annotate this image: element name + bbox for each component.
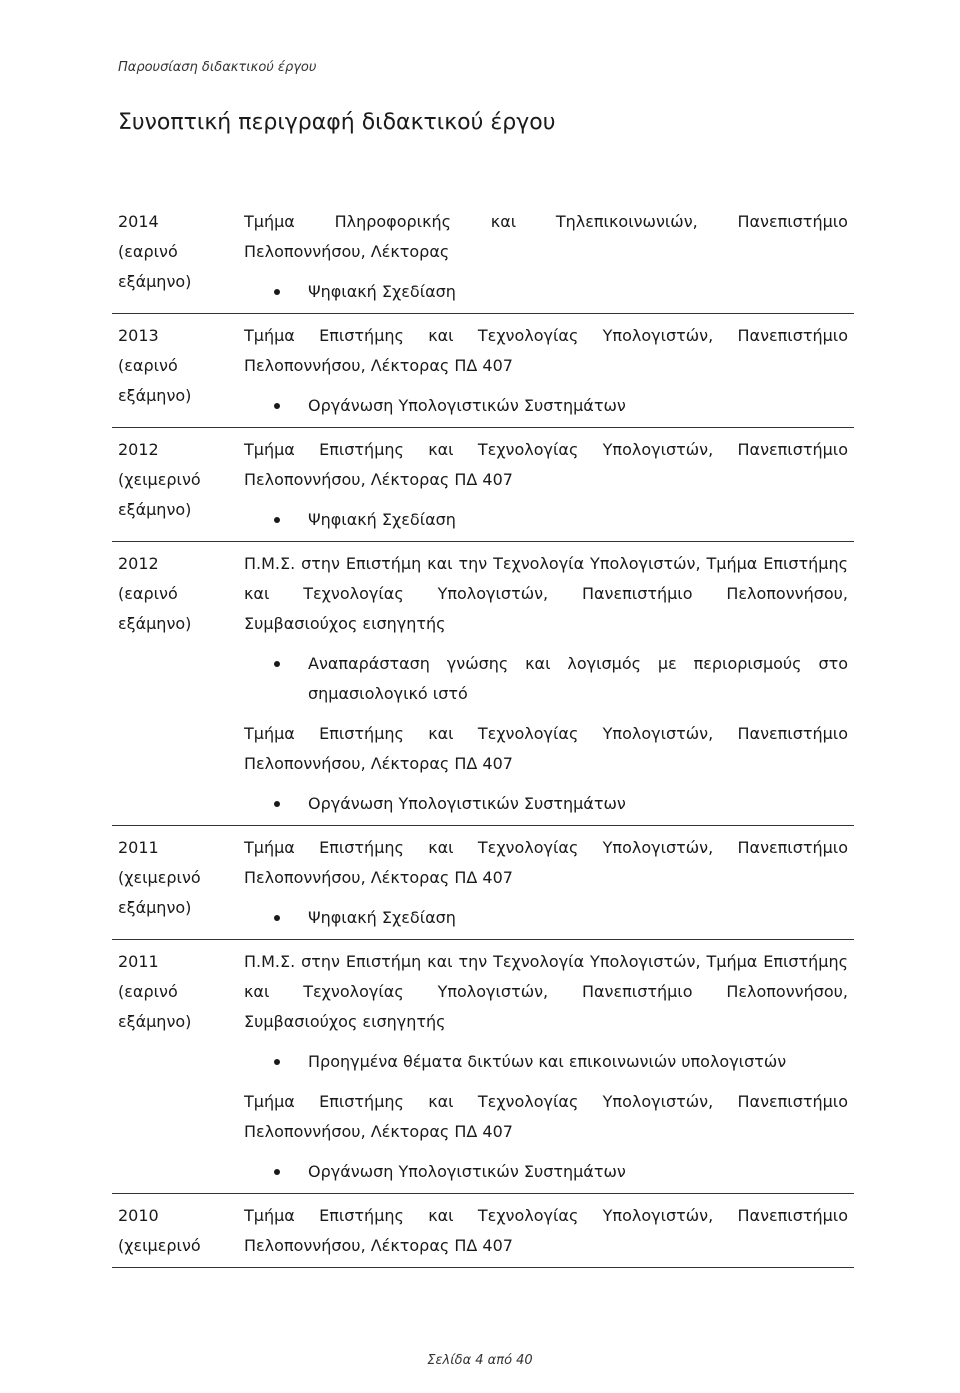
table-row <box>112 542 854 826</box>
position-line <box>244 207 848 237</box>
period-semester: (εαρινό <box>118 242 178 261</box>
table-row <box>112 314 854 428</box>
page-number: Σελίδα 4 από 40 <box>427 1353 533 1368</box>
table-row <box>112 200 854 314</box>
period-semester: εξάμηνο) <box>118 386 192 405</box>
position-cell <box>244 833 848 933</box>
period-semester: (εαρινό <box>118 356 178 375</box>
position-entry <box>244 435 848 535</box>
position-word: Επιστήμης <box>319 724 404 743</box>
position-description: Π.Μ.Σ. στην Επιστήμη και την Τεχνολογία Υπολογιστών, Τμήμα Επιστήμης και Τεχνολογίας Υπολογιστών, Πανεπιστήμιο Πελοποννήσου, Συμβασιούχος εισηγητής <box>244 554 848 633</box>
period-year: 2012 <box>118 440 159 459</box>
period-cell <box>112 1201 244 1261</box>
period-cell <box>112 321 244 421</box>
course-item: Οργάνωση Υπολογιστικών Συστημάτων <box>244 391 848 421</box>
position-word: και <box>428 326 454 345</box>
position-word: Τεχνολογίας <box>477 838 579 857</box>
position-word: και <box>490 212 517 231</box>
position-word: και <box>428 838 454 857</box>
position-word: Πανεπιστήμιο <box>737 838 848 857</box>
period-year: 2010 <box>118 1206 159 1225</box>
teaching-table <box>112 200 854 1268</box>
position-entry <box>244 1087 848 1187</box>
period-semester: (χειμερινό <box>118 1236 201 1255</box>
position-entry <box>244 207 848 307</box>
period-year: 2011 <box>118 838 159 857</box>
period-year: 2012 <box>118 554 159 573</box>
position-word: Υπολογιστών, <box>602 838 714 857</box>
position-line: Πελοποννήσου, Λέκτορας <box>244 242 450 261</box>
course-item: Ψηφιακή Σχεδίαση <box>244 505 848 535</box>
position-entry <box>244 549 848 709</box>
period-year: 2011 <box>118 952 159 971</box>
position-word: Τεχνολογίας <box>477 724 579 743</box>
period-cell <box>112 549 244 819</box>
period-semester: εξάμηνο) <box>118 898 192 917</box>
position-word: Υπολογιστών, <box>602 326 714 345</box>
position-word: και <box>428 1092 454 1111</box>
course-item: Αναπαράσταση γνώσης και λογισμός με περιορισμούς στο σημασιολογικό ιστό <box>244 649 848 709</box>
position-word: Επιστήμης <box>319 1092 404 1111</box>
position-word: Πανεπιστήμιο <box>737 724 848 743</box>
position-line <box>244 321 848 351</box>
position-word: Τμήμα <box>244 838 295 857</box>
position-word: Υπολογιστών, <box>602 440 714 459</box>
position-word: Πανεπιστήμιο <box>737 1092 848 1111</box>
position-word: Πανεπιστήμιο <box>737 326 848 345</box>
period-semester: (χειμερινό <box>118 470 201 489</box>
position-line: Πελοποννήσου, Λέκτορας ΠΔ 407 <box>244 470 513 489</box>
running-header: Παρουσίαση διδακτικού έργου <box>118 60 317 75</box>
position-word: Τεχνολογίας <box>477 326 579 345</box>
course-item: Οργάνωση Υπολογιστικών Συστημάτων <box>244 789 848 819</box>
page-title: Συνοπτική περιγραφή διδακτικού έργου <box>118 110 556 135</box>
period-semester: εξάμηνο) <box>118 500 192 519</box>
position-cell <box>244 435 848 535</box>
position-word: Επιστήμης <box>319 440 404 459</box>
position-cell <box>244 947 848 1187</box>
position-description: Π.Μ.Σ. στην Επιστήμη και την Τεχνολογία Υπολογιστών, Τμήμα Επιστήμης και Τεχνολογίας Υπολογιστών, Πανεπιστήμιο Πελοποννήσου, Συμβασιούχος εισηγητής <box>244 952 848 1031</box>
period-semester: εξάμηνο) <box>118 1012 192 1031</box>
period-cell <box>112 833 244 933</box>
position-word: Τεχνολογίας <box>477 440 579 459</box>
position-word: Υπολογιστών, <box>602 724 714 743</box>
position-line <box>244 833 848 863</box>
position-word: Πληροφορικής <box>334 212 452 231</box>
position-line: Πελοποννήσου, Λέκτορας ΠΔ 407 <box>244 356 513 375</box>
period-semester: (εαρινό <box>118 584 178 603</box>
period-year: 2013 <box>118 326 159 345</box>
period-semester: εξάμηνο) <box>118 272 192 291</box>
position-line <box>244 1201 848 1231</box>
table-row <box>112 1194 854 1268</box>
position-cell <box>244 1201 848 1261</box>
period-cell <box>112 207 244 307</box>
position-word: και <box>428 724 454 743</box>
position-word: Τεχνολογίας <box>477 1092 579 1111</box>
period-cell <box>112 947 244 1187</box>
position-word: και <box>428 1206 454 1225</box>
position-line: Πελοποννήσου, Λέκτορας ΠΔ 407 <box>244 1236 513 1255</box>
period-cell <box>112 435 244 535</box>
position-cell <box>244 549 848 819</box>
position-word: Τμήμα <box>244 440 295 459</box>
table-row <box>112 826 854 940</box>
position-entry <box>244 1201 848 1261</box>
position-word: Τμήμα <box>244 1206 295 1225</box>
position-word: Υπολογιστών, <box>602 1206 714 1225</box>
position-word: Τεχνολογίας <box>477 1206 579 1225</box>
position-line: Πελοποννήσου, Λέκτορας ΠΔ 407 <box>244 754 513 773</box>
period-year: 2014 <box>118 212 159 231</box>
position-word: Τμήμα <box>244 212 295 231</box>
position-entry <box>244 321 848 421</box>
position-word: Επιστήμης <box>319 326 404 345</box>
course-item: Οργάνωση Υπολογιστικών Συστημάτων <box>244 1157 848 1187</box>
position-cell <box>244 321 848 421</box>
period-semester: (χειμερινό <box>118 868 201 887</box>
position-entry <box>244 947 848 1077</box>
position-line <box>244 435 848 465</box>
position-cell <box>244 207 848 307</box>
position-word: Τμήμα <box>244 724 295 743</box>
position-line: Πελοποννήσου, Λέκτορας ΠΔ 407 <box>244 868 513 887</box>
table-row <box>112 428 854 542</box>
position-word: Τηλεπικοινωνιών, <box>555 212 698 231</box>
position-word: Πανεπιστήμιο <box>737 212 848 231</box>
position-word: Πανεπιστήμιο <box>737 1206 848 1225</box>
position-entry <box>244 833 848 933</box>
position-line <box>244 719 848 749</box>
position-word: Επιστήμης <box>319 838 404 857</box>
position-word: και <box>428 440 454 459</box>
position-entry <box>244 719 848 819</box>
position-word: Τμήμα <box>244 326 295 345</box>
course-item: Προηγμένα θέματα δικτύων και επικοινωνιών υπολογιστών <box>244 1047 848 1077</box>
position-line: Πελοποννήσου, Λέκτορας ΠΔ 407 <box>244 1122 513 1141</box>
period-semester: εξάμηνο) <box>118 614 192 633</box>
position-word: Πανεπιστήμιο <box>737 440 848 459</box>
position-word: Τμήμα <box>244 1092 295 1111</box>
course-item: Ψηφιακή Σχεδίαση <box>244 903 848 933</box>
position-word: Υπολογιστών, <box>602 1092 714 1111</box>
period-semester: (εαρινό <box>118 982 178 1001</box>
table-row <box>112 940 854 1194</box>
course-item: Ψηφιακή Σχεδίαση <box>244 277 848 307</box>
position-line <box>244 1087 848 1117</box>
position-word: Επιστήμης <box>319 1206 404 1225</box>
